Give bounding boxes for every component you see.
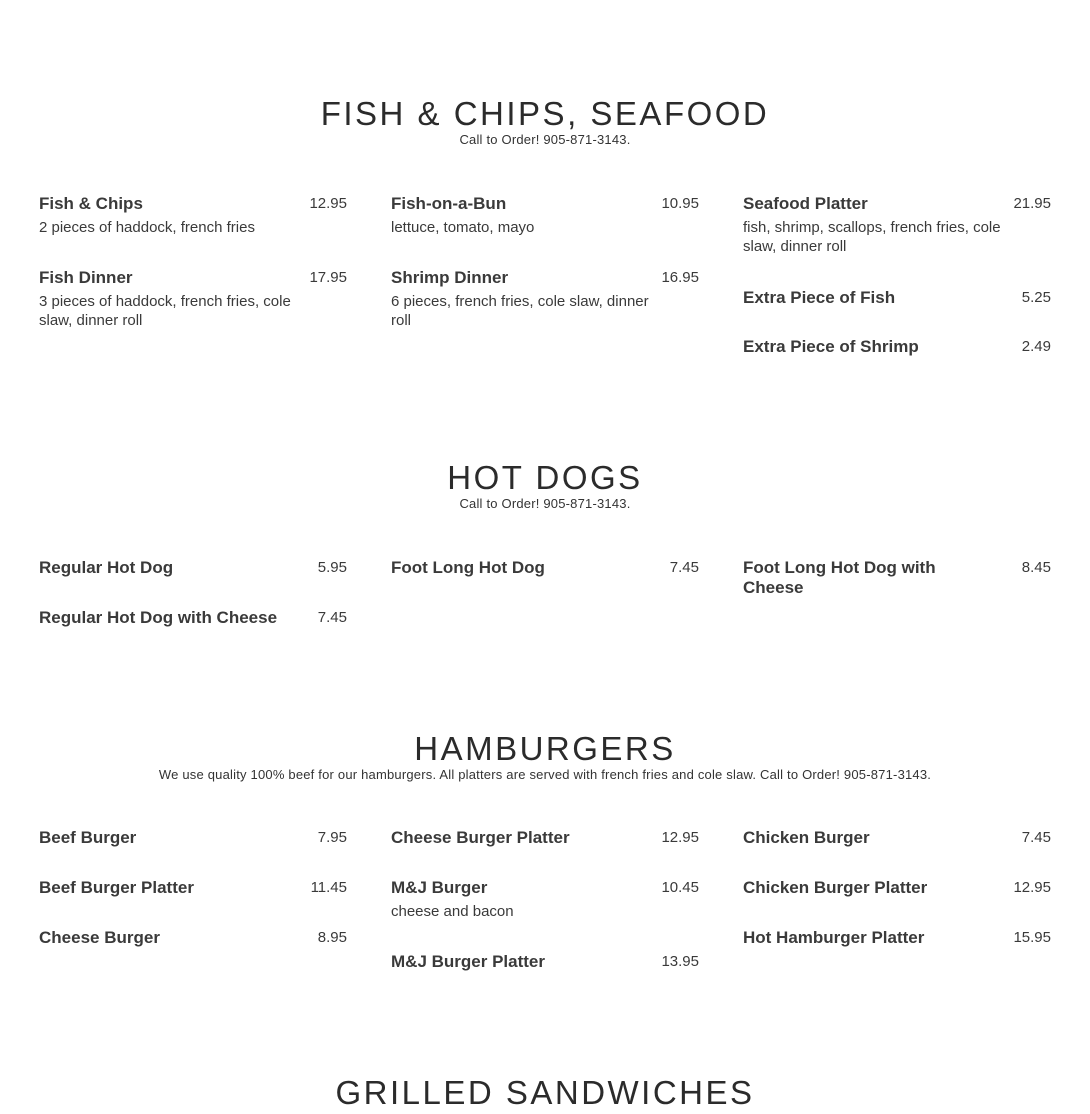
- menu-item-price: 10.45: [661, 879, 699, 896]
- menu-item-name: Beef Burger: [39, 828, 137, 847]
- menu-item-price: 12.95: [661, 829, 699, 846]
- menu-item-price: 7.45: [669, 559, 699, 576]
- menu-item-name: Regular Hot Dog with Cheese: [39, 608, 278, 627]
- menu-item-name: Fish-on-a-Bun: [391, 194, 507, 213]
- menu-item-price: 2.49: [1021, 338, 1051, 355]
- menu-item-description: lettuce, tomato, mayo: [391, 219, 535, 236]
- menu-item-price: 7.45: [317, 609, 347, 626]
- menu-item-name: Hot Hamburger Platter: [743, 928, 925, 947]
- menu-item-name: Fish Dinner: [39, 268, 133, 287]
- menu-item-name: Extra Piece of Shrimp: [743, 337, 919, 356]
- menu-item-name: Chicken Burger: [743, 828, 870, 847]
- menu-item-description: 2 pieces of haddock, french fries: [39, 219, 255, 236]
- menu-item-price: 8.45: [1021, 559, 1051, 576]
- section-subtitle: We use quality 100% beef for our hamburgers. All platters are served with french fries and cole slaw. Call to Order! 905-871-3143.: [158, 767, 932, 782]
- menu-item-name: Shrimp Dinner: [391, 268, 509, 287]
- menu-item-name: Extra Piece of Fish: [743, 288, 896, 307]
- menu-item-description: 3 pieces of haddock, french fries, cole slaw, dinner roll: [39, 293, 291, 329]
- section-title: GRILLED SANDWICHES: [335, 1074, 755, 1111]
- menu-item-name: Seafood Platter: [743, 194, 868, 213]
- section-title: FISH & CHIPS, SEAFOOD: [320, 95, 770, 132]
- section-subtitle: Call to Order! 905-871-3143.: [459, 132, 631, 147]
- menu-item-name: M&J Burger: [391, 878, 488, 897]
- menu-item-price: 12.95: [309, 195, 347, 212]
- section-title: HOT DOGS: [447, 459, 643, 496]
- section-subtitle: Call to Order! 905-871-3143.: [459, 496, 631, 511]
- menu-item-name: Foot Long Hot Dog: [391, 558, 545, 577]
- menu-item-price: 5.25: [1021, 289, 1051, 306]
- menu-item-price: 16.95: [661, 269, 699, 286]
- menu-item-price: 7.45: [1021, 829, 1051, 846]
- menu-item-price: 21.95: [1013, 195, 1051, 212]
- menu-item-description: 6 pieces, french fries, cole slaw, dinner roll: [391, 293, 649, 329]
- menu-item-name: Chicken Burger Platter: [743, 878, 928, 897]
- menu-item-name: Cheese Burger: [39, 928, 160, 947]
- menu-item-price: 11.45: [310, 879, 347, 896]
- menu-item-price: 13.95: [661, 953, 699, 970]
- menu-item-price: 12.95: [1013, 879, 1051, 896]
- menu-item-price: 7.95: [317, 829, 347, 846]
- menu-item-price: 8.95: [317, 929, 347, 946]
- menu-item-price: 17.95: [309, 269, 347, 286]
- menu-item-name: M&J Burger Platter: [391, 952, 545, 971]
- menu-item-description: fish, shrimp, scallops, french fries, cole slaw, dinner roll: [743, 219, 1001, 255]
- menu-item-price: 5.95: [317, 559, 347, 576]
- menu-item-description: cheese and bacon: [391, 903, 514, 920]
- menu-item-name: Beef Burger Platter: [39, 878, 194, 897]
- menu-item-name: Cheese Burger Platter: [391, 828, 570, 847]
- menu-item-name: Foot Long Hot Dog with Cheese: [743, 558, 936, 597]
- section-title: HAMBURGERS: [414, 730, 676, 767]
- menu-item-name: Fish & Chips: [39, 194, 143, 213]
- menu-item-price: 15.95: [1013, 929, 1051, 946]
- menu-item-price: 10.95: [661, 195, 699, 212]
- menu-item-name: Regular Hot Dog: [39, 558, 174, 577]
